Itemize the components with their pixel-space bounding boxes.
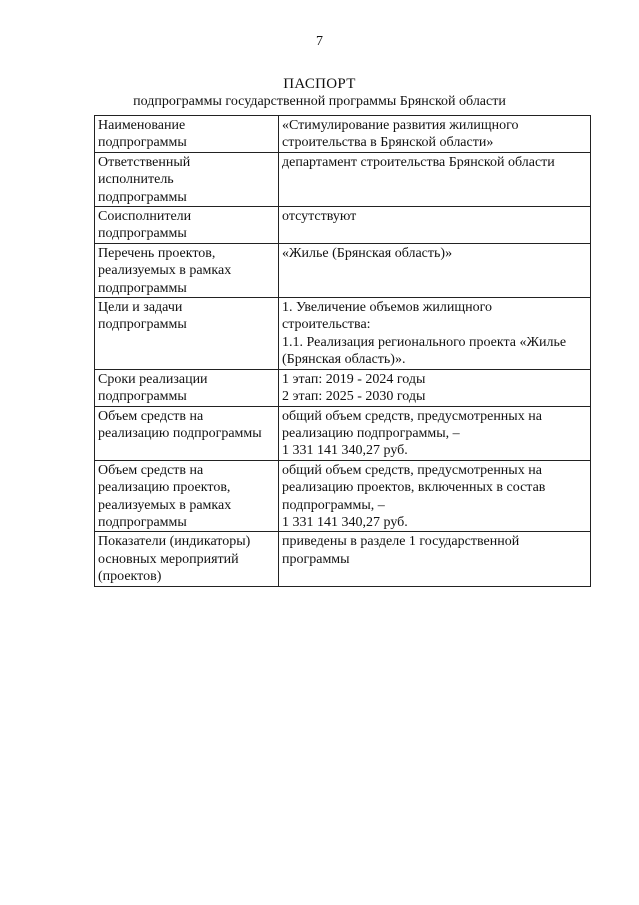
row-value-line: общий объем средств, предусмотренных на: [282, 462, 542, 478]
row-label-cell: [95, 243, 279, 297]
row-label-line: основных мероприятий: [98, 551, 239, 567]
row-label-line: (проектов): [98, 569, 162, 585]
document-title: ПАСПОРТ: [283, 76, 356, 92]
table-row: [95, 460, 591, 532]
row-label-line: подпрограммы: [98, 280, 187, 296]
row-value-line: 1. Увеличение объемов жилищного: [282, 300, 493, 316]
passport-table-body: [95, 116, 591, 587]
row-value-cell: [279, 243, 591, 297]
row-value-line: программы: [282, 551, 350, 567]
table-row: [95, 152, 591, 206]
row-value-line: общий объем средств, предусмотренных на: [282, 408, 542, 424]
document-subtitle: подпрограммы государственной программы Брянской области: [133, 94, 506, 109]
row-label-cell: [95, 369, 279, 406]
row-value-line: (Брянская область)».: [282, 352, 406, 368]
row-value-line: 1.1. Реализация регионального проекта «Жилье: [282, 334, 567, 350]
row-value-line: департамент строительства Брянской области: [282, 154, 555, 170]
row-label-cell: [95, 298, 279, 370]
row-label-cell: [95, 152, 279, 206]
row-value-cell: [279, 152, 591, 206]
row-value-line: «Жилье (Брянская область)»: [282, 245, 453, 261]
row-value-line: реализацию проектов, включенных в состав: [282, 480, 546, 496]
row-label-line: подпрограммы: [98, 189, 187, 205]
row-value-cell: [279, 460, 591, 532]
row-label-line: подпрограммы: [98, 317, 187, 333]
page-number: 7: [316, 34, 323, 49]
row-value-cell: [279, 207, 591, 244]
row-label-line: подпрограммы: [98, 226, 187, 242]
row-label-cell: [95, 532, 279, 586]
row-label-line: Цели и задачи: [98, 300, 183, 316]
row-value-line: 1 этап: 2019 - 2024 годы: [282, 371, 426, 387]
table-row: [95, 243, 591, 297]
row-value-line: 1 331 141 340,27 руб.: [282, 443, 408, 459]
row-label-line: реализацию проектов,: [98, 480, 231, 496]
row-label-line: реализуемых в рамках: [98, 263, 232, 279]
row-label-line: реализацию подпрограммы: [98, 425, 262, 441]
row-value-cell: [279, 369, 591, 406]
row-value-line: приведены в разделе 1 государственной: [282, 534, 520, 550]
row-value-line: «Стимулирование развития жилищного: [282, 118, 519, 133]
row-label-line: Показатели (индикаторы): [98, 534, 251, 550]
row-label-line: Соисполнители: [98, 209, 192, 225]
row-value-line: 1 331 141 340,27 руб.: [282, 514, 408, 530]
row-value-cell: [279, 116, 591, 153]
row-label-line: подпрограммы: [98, 514, 187, 530]
row-value-cell: [279, 298, 591, 370]
row-value-line: 2 этап: 2025 - 2030 годы: [282, 389, 426, 405]
row-label-line: Объем средств на: [98, 408, 204, 424]
table-row: [95, 298, 591, 370]
row-label-line: подпрограммы: [98, 135, 187, 151]
row-label-line: реализуемых в рамках: [98, 497, 232, 513]
table-row: [95, 406, 591, 460]
row-value-line: реализацию подпрограммы, –: [282, 425, 460, 441]
row-label-cell: [95, 460, 279, 532]
row-label-line: Сроки реализации: [98, 371, 208, 387]
row-value-line: подпрограммы, –: [282, 497, 385, 513]
row-label-cell: [95, 116, 279, 153]
row-label-line: подпрограммы: [98, 389, 187, 405]
row-label-line: исполнитель: [98, 172, 174, 188]
table-row: [95, 369, 591, 406]
row-label-line: Объем средств на: [98, 462, 204, 478]
row-value-cell: [279, 532, 591, 586]
row-value-line: строительства:: [282, 317, 371, 333]
row-value-cell: [279, 406, 591, 460]
row-label-cell: [95, 406, 279, 460]
row-label-line: Перечень проектов,: [98, 245, 216, 261]
row-value-line: строительства в Брянской области»: [282, 135, 494, 151]
row-label-line: Наименование: [98, 118, 186, 133]
row-label-line: Ответственный: [98, 154, 191, 170]
table-row: [95, 207, 591, 244]
row-label-cell: [95, 207, 279, 244]
passport-table: [94, 115, 591, 587]
table-row: [95, 532, 591, 586]
row-value-line: отсутствуют: [282, 209, 357, 225]
table-row: [95, 116, 591, 153]
